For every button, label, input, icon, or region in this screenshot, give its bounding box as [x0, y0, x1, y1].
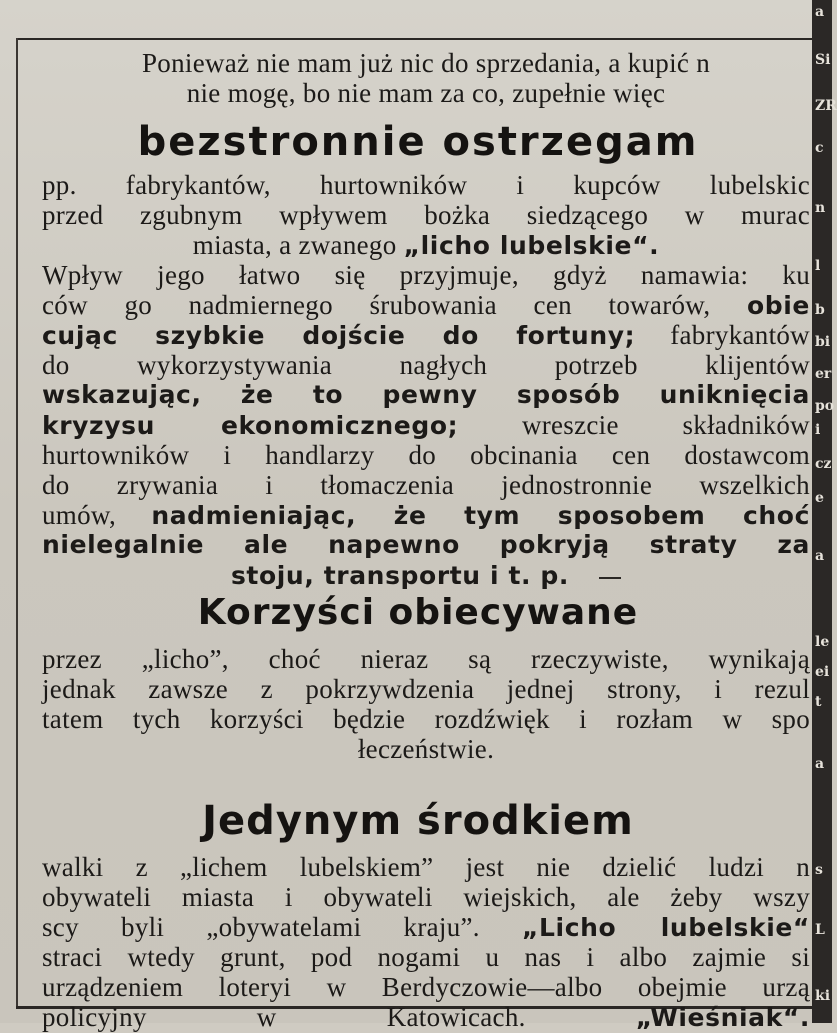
margin-fragment: t — [815, 694, 822, 710]
text-line: walki z „lichem lubelskiem” jest nie dzielić ludzi n — [42, 852, 810, 882]
margin-fragment: n — [815, 200, 826, 216]
margin-fragment: L — [815, 922, 825, 938]
bold-run: obie — [746, 291, 810, 320]
text-run: scy byli „obywatelami kraju”. — [42, 912, 480, 942]
advertisement-notice — [22, 40, 814, 1032]
bold-run: „licho lubelskie“. — [403, 231, 660, 260]
margin-fragment: bi — [815, 334, 831, 350]
text-line — [42, 1002, 810, 1032]
text-line: straci wtedy grunt, pod nogami u nas i albo zajmie si — [42, 942, 810, 972]
text-run: miasta, a zwanego — [192, 230, 397, 260]
signature-wiesniak: „Wieśniak“. — [635, 1003, 810, 1032]
bold-run: nadmieniając, że tym sposobem choć — [151, 501, 810, 530]
text-run: umów, — [42, 500, 116, 530]
text-line: obywateli miasta i obywateli wiejskich, ale żeby wszy — [42, 882, 810, 912]
text-line — [42, 912, 810, 942]
bold-line: wskazując, że to pewny sposób uniknięcia — [42, 380, 810, 409]
margin-fragment: s — [815, 862, 823, 878]
margin-fragment: er — [815, 366, 832, 382]
bold-line: nielegalnie ale napewno pokryją straty za — [42, 530, 810, 559]
text-line — [42, 290, 810, 320]
margin-fragment: e — [815, 490, 824, 506]
text-line: przed zgubnym wpływem bożka siedzącego w murac — [42, 200, 810, 230]
margin-fragment: le — [815, 634, 830, 650]
margin-fragment: ei — [815, 664, 830, 680]
margin-fragment: Si — [815, 52, 831, 68]
left-border-rule — [16, 38, 18, 1008]
margin-fragment: ZR — [815, 98, 837, 114]
text-line: hurtowników i handlarzy do obcinania cen dostawcom — [42, 440, 810, 470]
margin-fragment: c — [815, 140, 824, 156]
heading-ostrzegam: bezstronnie ostrzegam — [137, 119, 699, 165]
text-line: tatem tych korzyści będzie rozdźwięk i rozłam w spo — [42, 704, 810, 734]
bold-run: kryzysu ekonomicznego; — [42, 411, 459, 440]
text-run: wreszcie składników — [521, 410, 810, 440]
text-line: Ponieważ nie mam już nic do sprzedania, a kupić n — [141, 48, 710, 78]
text-line: przez „licho”, choć nieraz są rzeczywiste, wynikają — [42, 644, 810, 674]
heading-korzysci: Korzyści obiecywane — [197, 592, 639, 633]
text-line: do zrywania i tłomaczenia jednostronnie wszelkich — [42, 470, 810, 500]
text-line — [42, 320, 810, 350]
margin-fragment: a — [815, 4, 825, 20]
margin-fragment: po — [815, 398, 835, 414]
text-line: jednak zawsze z pokrzywdzenia jednej strony, i rezul — [42, 674, 810, 704]
margin-fragment: l — [815, 258, 821, 274]
margin-fragment: a — [815, 548, 825, 564]
text-run: ców go nadmiernego śrubowania cen towarów, — [42, 290, 711, 320]
bold-run: cując szybkie dojście do fortuny; — [42, 321, 636, 350]
text-line — [42, 500, 810, 530]
margin-fragment: cz — [815, 456, 832, 472]
text-line — [42, 410, 810, 440]
text-line: nie mogę, bo nie mam za co, zupełnie więc — [186, 78, 666, 108]
dash-mark — [599, 577, 621, 579]
text-line — [42, 560, 810, 590]
margin-fragment: i — [815, 422, 821, 438]
text-run: policyjny w Katowicach. — [42, 1002, 526, 1032]
text-line: Wpływ jego łatwo się przyjmuje, gdyż namawia: ku — [42, 260, 810, 290]
text-line: pp. fabrykantów, hurtowników i kupców lubelskic — [42, 170, 810, 200]
text-run: fabrykantów — [670, 320, 810, 350]
text-line: łeczeństwie. — [357, 734, 495, 764]
text-line: urządzeniem loteryi w Berdyczowie—albo obejmie urzą — [42, 972, 810, 1002]
text-line — [42, 230, 810, 260]
text-line: do wykorzystywania nagłych potrzeb klijentów — [42, 350, 810, 380]
margin-fragment: b — [815, 302, 825, 318]
bold-run: stoju, transportu i t. p. — [230, 561, 570, 590]
heading-jedynym-srodkiem: Jedynym środkiem — [202, 798, 634, 844]
margin-fragment: a — [815, 756, 825, 772]
margin-fragment: ki — [815, 988, 831, 1004]
adjacent-column-fragment — [812, 0, 837, 1023]
bold-run: „Licho lubelskie“ — [522, 913, 810, 942]
